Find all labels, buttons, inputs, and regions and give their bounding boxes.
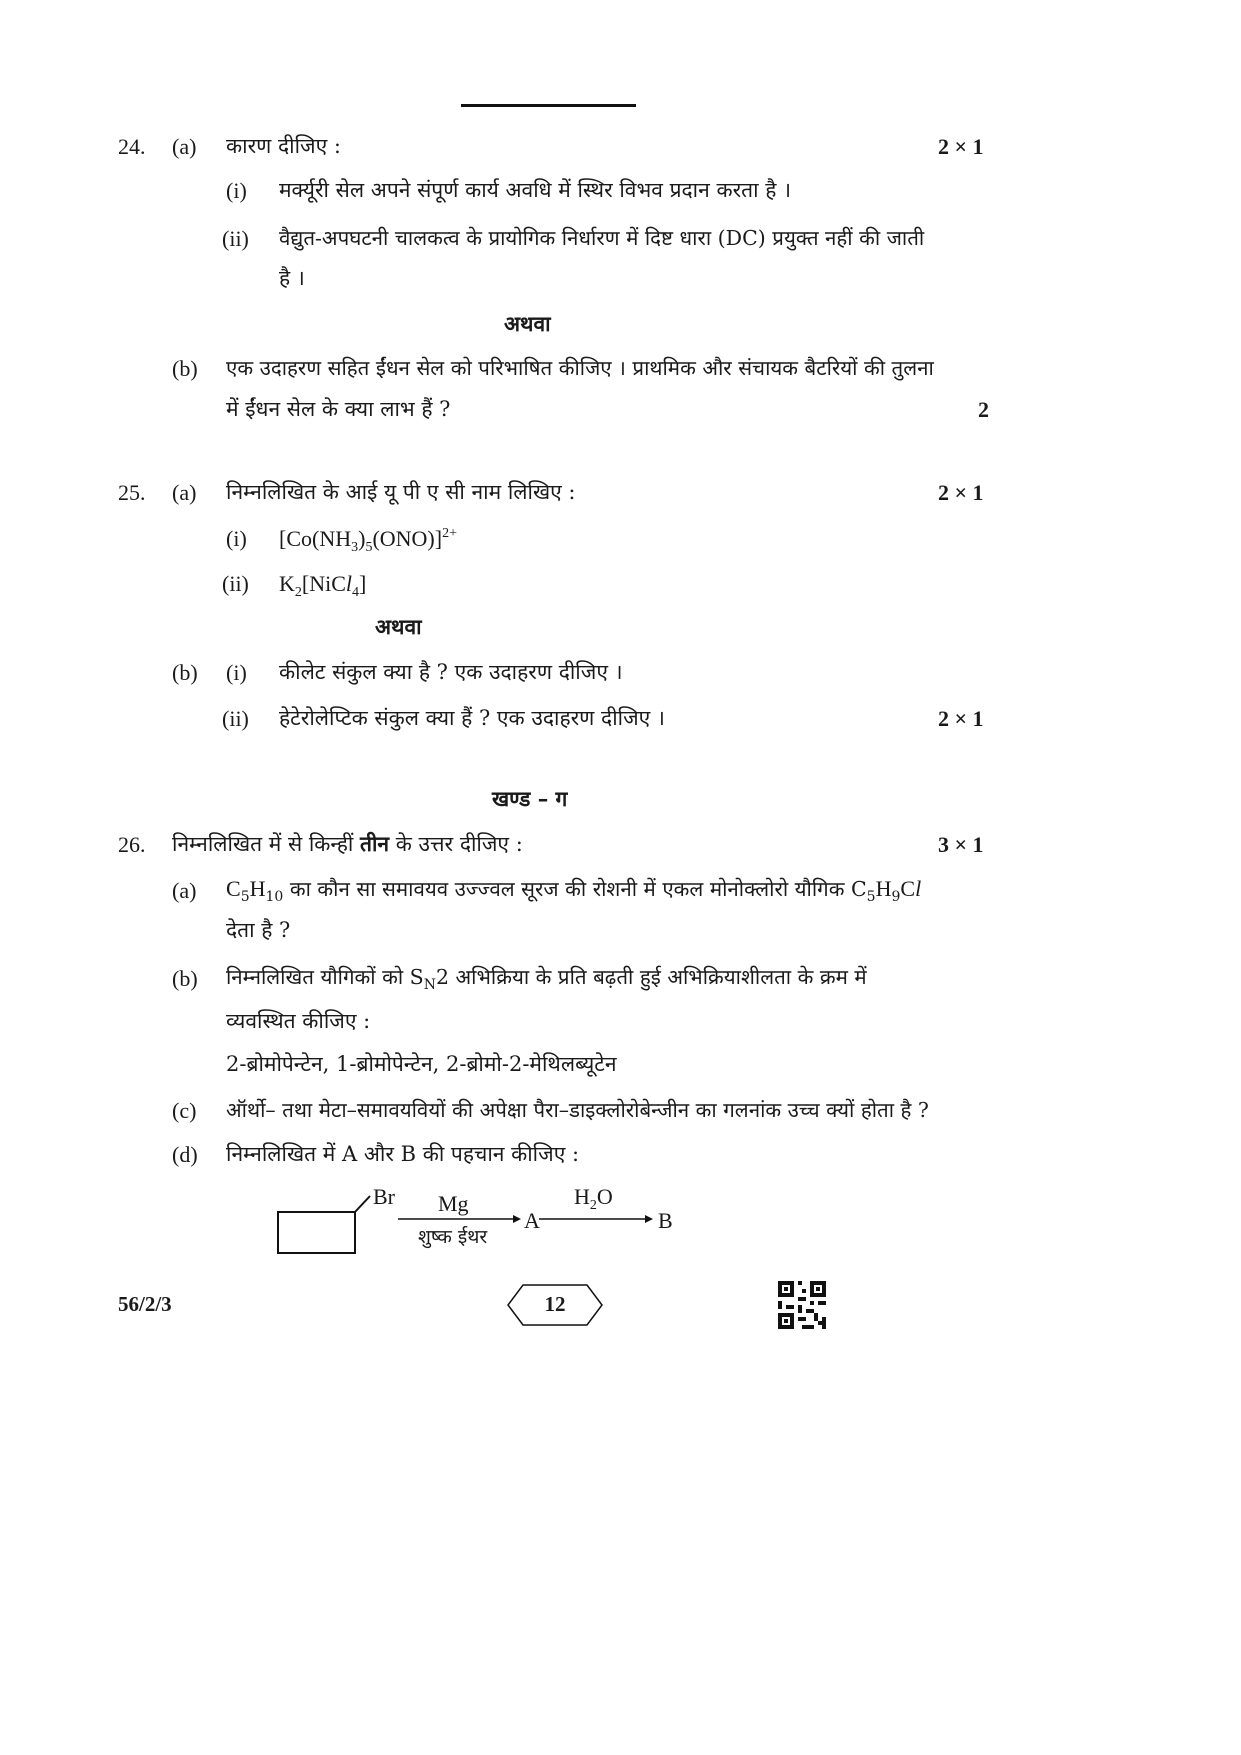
sub-label: (i) bbox=[226, 660, 247, 685]
question-text: निम्नलिखित के आई यू पी ए सी नाम लिखिए : bbox=[226, 480, 576, 504]
part-label: (b) bbox=[172, 966, 198, 991]
question-number: 25. bbox=[118, 480, 146, 505]
part-label: (b) bbox=[172, 660, 198, 685]
question-text: वैद्युत-अपघटनी चालकत्व के प्रायोगिक निर्धारण में दिष्ट धारा (DC) प्रयुक्त नहीं की जाती bbox=[279, 226, 925, 250]
question-text: ऑर्थो– तथा मेटा–समावयवियों की अपेक्षा पैरा–डाइक्लोरोबेन्जीन का गलनांक उच्च क्यों होता है ? bbox=[226, 1098, 929, 1122]
question-text: में ईंधन सेल के क्या लाभ हैं ? bbox=[226, 397, 451, 421]
sub-label: (i) bbox=[226, 526, 247, 551]
marks: 2 × 1 bbox=[938, 480, 984, 505]
question-text: है । bbox=[279, 266, 305, 290]
question-text: कारण दीजिए : bbox=[226, 134, 341, 158]
marks: 3 × 1 bbox=[938, 832, 984, 857]
part-label: (d) bbox=[172, 1142, 198, 1167]
sub-label: (ii) bbox=[222, 226, 249, 251]
sub-label: (ii) bbox=[222, 571, 249, 596]
part-label: (b) bbox=[172, 356, 198, 381]
question-text: $C_5H_{10}$ का कौन सा समावयव उज्ज्वल सूरज की रोशनी में एकल मोनोक्लोरो यौगिक $C_5H_9Cl$ bbox=[226, 876, 922, 905]
or-separator: अथवा bbox=[504, 311, 551, 336]
question-number: 24. bbox=[118, 134, 146, 159]
part-label: (a) bbox=[172, 878, 197, 903]
substituent-label: Br bbox=[373, 1184, 395, 1209]
question-text: निम्नलिखित यौगिकों को $S_N2$ अभिक्रिया के प्रति बढ़ती हुई अभिक्रियाशीलता के क्रम में bbox=[226, 965, 867, 993]
cyclobutane-ring bbox=[278, 1212, 355, 1253]
reagent-label: $H_2O$ bbox=[574, 1184, 613, 1213]
formula: $K_2[NiCl_4]$ bbox=[279, 571, 367, 600]
reagent-label: Mg bbox=[438, 1191, 469, 1216]
marks: 2 bbox=[978, 397, 989, 422]
marks: 2 × 1 bbox=[938, 134, 984, 159]
page-number: 12 bbox=[544, 1292, 566, 1316]
sub-label: (ii) bbox=[222, 706, 249, 731]
arrow-head bbox=[513, 1215, 521, 1223]
formula: $[Co(NH_3)_5(ONO)]^{2+}$ bbox=[279, 526, 457, 555]
marks: 2 × 1 bbox=[938, 706, 984, 731]
top-rule bbox=[461, 104, 636, 107]
part-label: (c) bbox=[172, 1098, 197, 1123]
paper-code: 56/2/3 bbox=[118, 1292, 172, 1316]
question-text: एक उदाहरण सहित ईंधन सेल को परिभाषित कीजिए । प्राथमिक और संचायक बैटरियों की तुलना bbox=[226, 356, 934, 380]
part-label: (a) bbox=[172, 480, 197, 505]
arrow-head bbox=[645, 1215, 653, 1223]
reagent-label: शुष्क ईथर bbox=[418, 1226, 488, 1248]
bond-line bbox=[355, 1196, 370, 1212]
question-text: हेटेरोलेप्टिक संकुल क्या हैं ? एक उदाहरण दीजिए । bbox=[279, 706, 665, 730]
question-text: निम्नलिखित में A और B की पहचान कीजिए : bbox=[226, 1142, 580, 1166]
qr-code bbox=[778, 1281, 826, 1329]
question-text: निम्नलिखित में से किन्हीं तीन के उत्तर दीजिए : bbox=[172, 831, 523, 856]
part-label: (a) bbox=[172, 134, 197, 159]
question-number: 26. bbox=[118, 832, 146, 857]
question-text: व्यवस्थित कीजिए : bbox=[226, 1009, 371, 1033]
product-label: B bbox=[658, 1208, 673, 1233]
question-text: मर्क्यूरी सेल अपने संपूर्ण कार्य अवधि में स्थिर विभव प्रदान करता है । bbox=[279, 178, 792, 202]
section-heading: खण्ड – ग bbox=[492, 786, 568, 811]
question-text: कीलेट संकुल क्या है ? एक उदाहरण दीजिए । bbox=[279, 660, 623, 684]
product-label: A bbox=[524, 1208, 540, 1233]
question-text: देता है ? bbox=[226, 918, 291, 942]
question-text: 2-ब्रोमोपेन्टेन, 1-ब्रोमोपेन्टेन, 2-ब्रोमो-2-मेथिलब्यूटेन bbox=[226, 1052, 617, 1076]
sub-label: (i) bbox=[226, 178, 247, 203]
or-separator: अथवा bbox=[375, 614, 422, 639]
